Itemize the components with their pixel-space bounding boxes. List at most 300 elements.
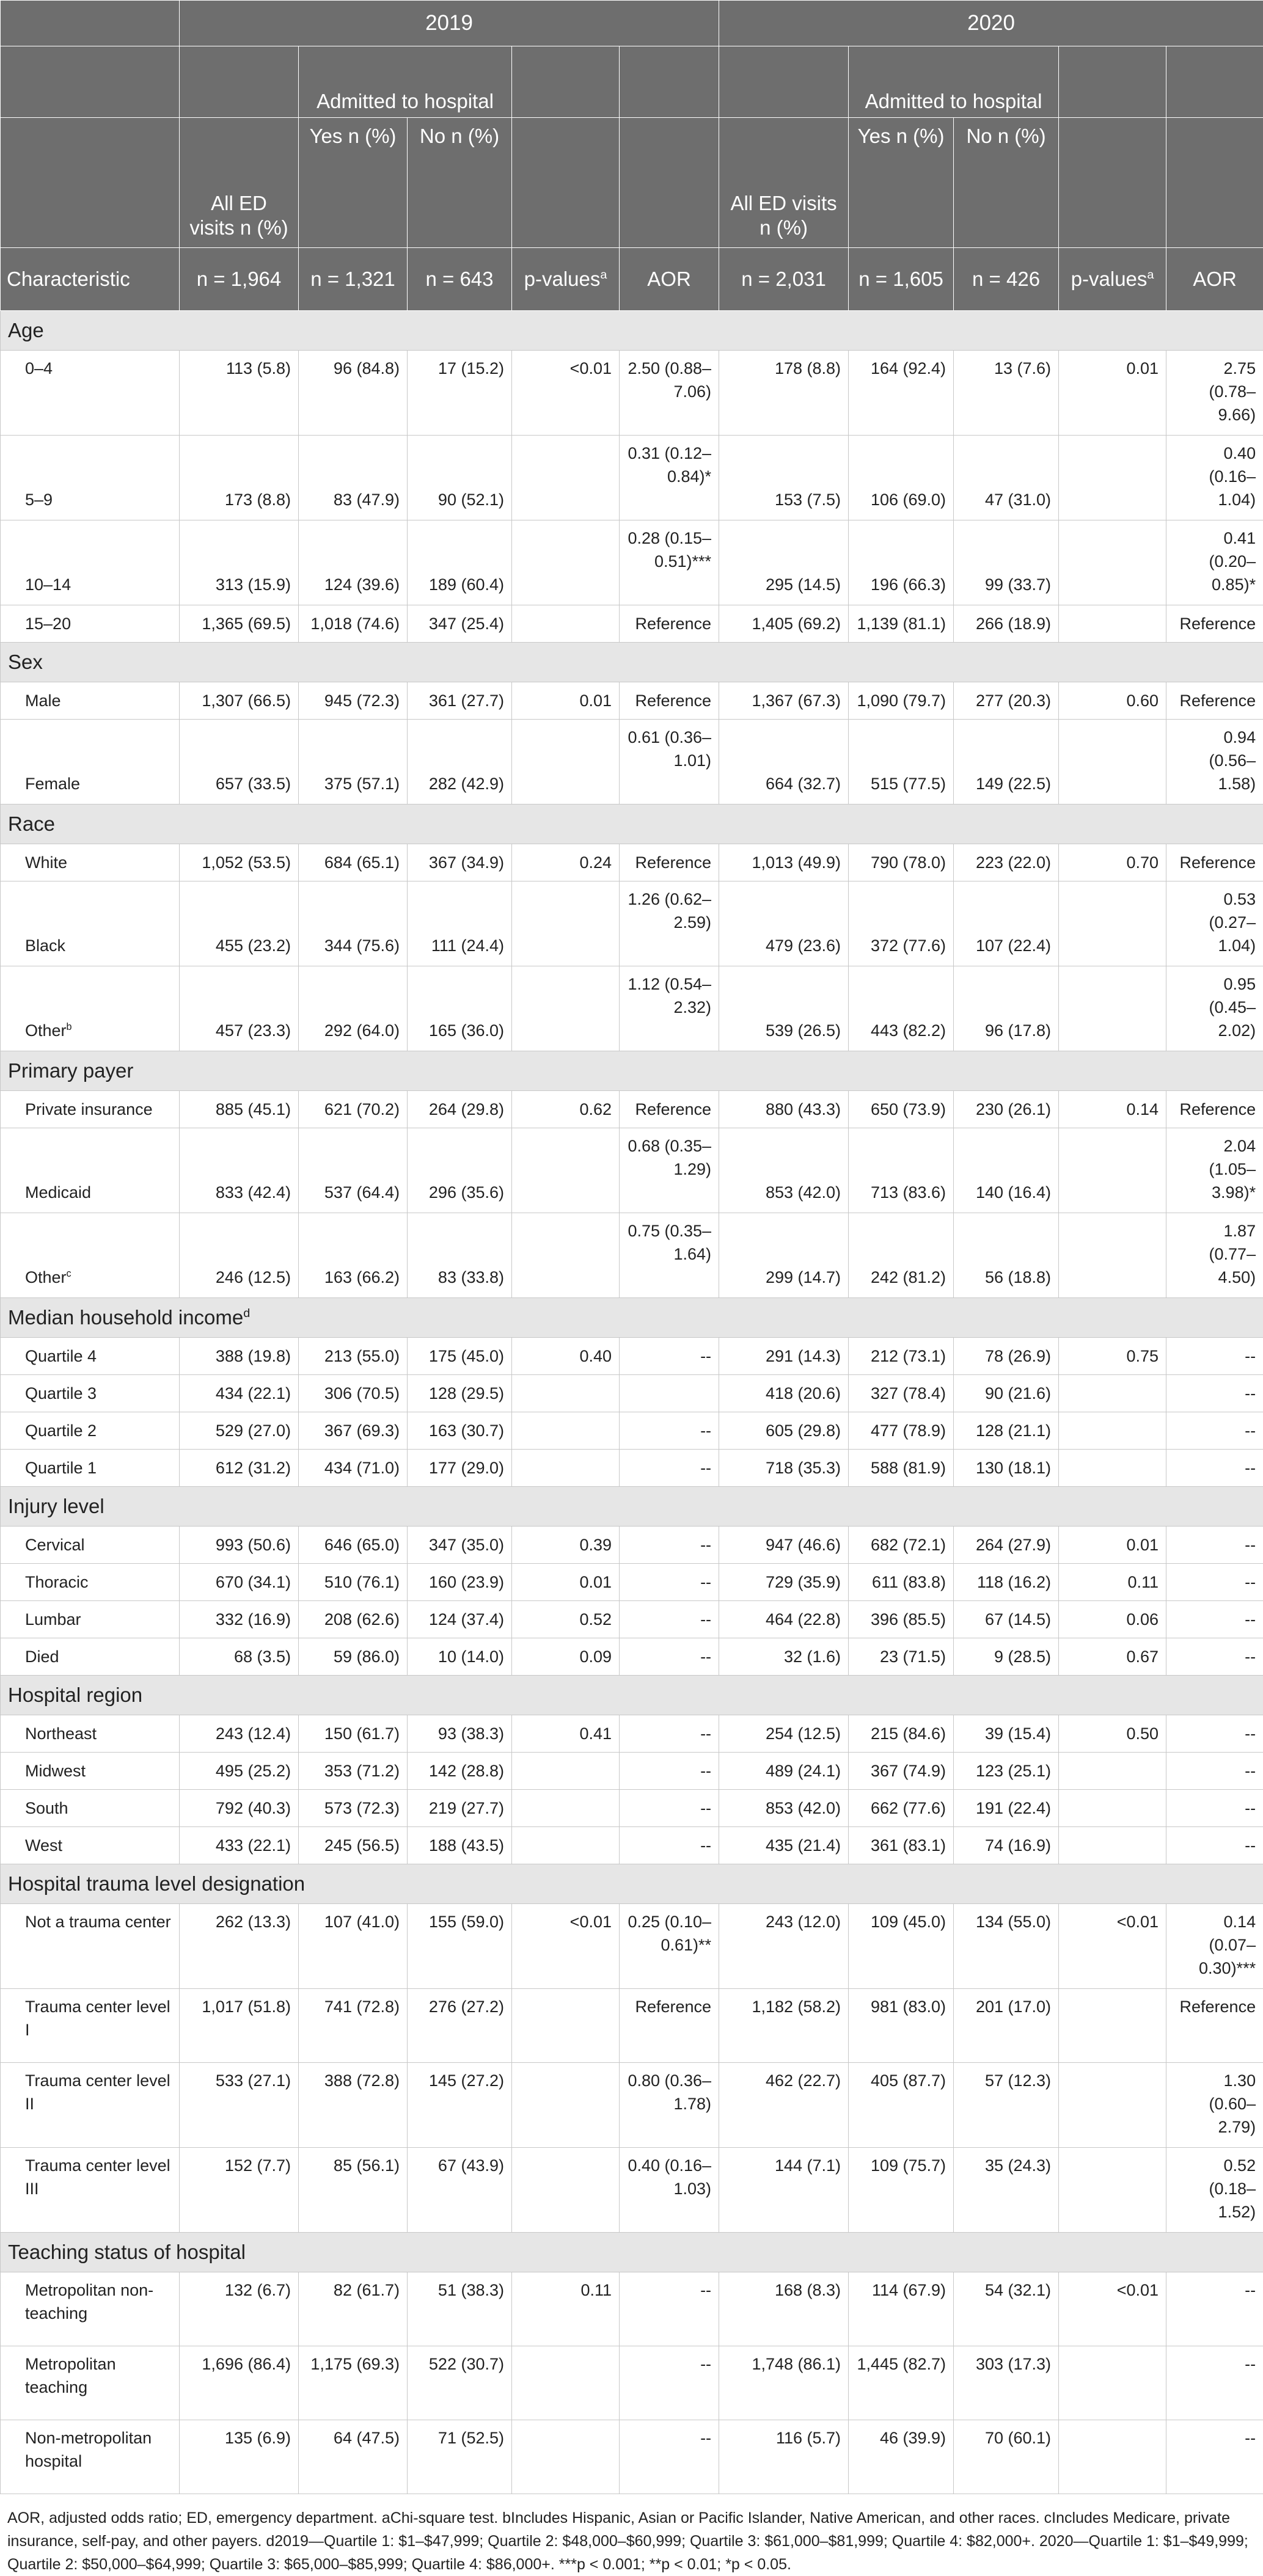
section-row-age [1,311,1263,351]
table-cell: 303 (17.3) [954,2346,1059,2420]
table-cell: 1,017 (51.8) [180,1989,299,2063]
section-title: Hospital region [8,1684,142,1706]
table-row [1,436,1263,520]
table-cell: 163 (30.7) [408,1412,512,1450]
aor-cell: -- [1166,1564,1263,1601]
aor-cell: -- [620,1338,719,1375]
table-cell: 124 (39.6) [299,520,408,605]
aor-cell: Reference [1166,605,1263,643]
table-cell: 375 (57.1) [299,720,408,805]
table-cell: 682 (72.1) [849,1527,954,1564]
table-cell: 670 (34.1) [180,1564,299,1601]
table-cell: 173 (8.8) [180,436,299,520]
table-cell: 71 (52.5) [408,2420,512,2494]
header-blank [1059,118,1166,248]
table-cell: 264 (27.9) [954,1527,1059,1564]
table-cell: 792 (40.3) [180,1790,299,1827]
table-cell: 74 (16.9) [954,1827,1059,1864]
row-label [1,351,180,436]
aor-cell: -- [1166,1827,1263,1864]
table-cell: 327 (78.4) [849,1375,954,1412]
row-label [1,436,180,520]
pvalue-cell: 0.50 [1059,1715,1166,1753]
row-label-text: 5–9 [25,491,53,509]
aor-cell: -- [620,1564,719,1601]
section-title: Age [8,319,44,341]
aor-cell: 0.75 (0.35–1.64) [620,1213,719,1298]
row-label [1,682,180,720]
row-label-text: Cervical [25,1536,85,1554]
row-label-text: Trauma center level I [25,1998,170,2039]
pvalue-cell: 0.52 [512,1601,620,1638]
row-label [1,881,180,966]
aor-cell: 0.80 (0.36–1.78) [620,2063,719,2148]
table-cell: 947 (46.6) [719,1527,849,1564]
table-cell: 299 (14.7) [719,1213,849,1298]
table-cell: 114 (67.9) [849,2272,954,2346]
table-cell: 107 (41.0) [299,1904,408,1989]
row-label [1,1091,180,1128]
table-cell: 1,018 (74.6) [299,605,408,643]
aor-cell: 0.28 (0.15–0.51)*** [620,520,719,605]
no-header-2020: No n (%) [954,118,1059,248]
section-header [1,805,1263,844]
row-label-text: Lumbar [25,1610,81,1629]
aor-cell: Reference [1166,844,1263,881]
row-label-text: Died [25,1647,59,1666]
row-label [1,720,180,805]
aor-cell: -- [620,1715,719,1753]
table-cell: 611 (83.8) [849,1564,954,1601]
row-label-text: Other [25,1021,67,1040]
n-no-2020: n = 426 [954,248,1059,311]
table-cell: 163 (66.2) [299,1213,408,1298]
table-row [1,1128,1263,1213]
aor-cell: -- [620,1790,719,1827]
row-label [1,1338,180,1375]
row-label-text: South [25,1799,68,1817]
aor-cell: 2.04 (1.05–3.98)* [1166,1128,1263,1213]
footnote-marker: d [243,1307,250,1320]
pvalue-cell: <0.01 [512,1904,620,1989]
table-cell: 116 (5.7) [719,2420,849,2494]
table-header [1,1,1263,311]
section-row-trauma [1,1864,1263,1904]
pvalue-cell [1059,2148,1166,2233]
table-cell: 213 (55.0) [299,1338,408,1375]
table-cell: 1,139 (81.1) [849,605,954,643]
table-cell: 292 (64.0) [299,966,408,1051]
table-row [1,2346,1263,2420]
footnote-marker: c [67,1268,71,1279]
pvalue-cell [512,1213,620,1298]
table-cell: 96 (17.8) [954,966,1059,1051]
pvalue-cell [1059,1412,1166,1450]
table-cell: 621 (70.2) [299,1091,408,1128]
pvalue-cell [1059,2063,1166,2148]
table-cell: 1,367 (67.3) [719,682,849,720]
table-cell: 573 (72.3) [299,1790,408,1827]
table-cell: 306 (70.5) [299,1375,408,1412]
row-label-text: Metropolitan non-teaching [25,2281,153,2322]
table-cell: 56 (18.8) [954,1213,1059,1298]
table-cell: 347 (35.0) [408,1527,512,1564]
aor-cell: -- [1166,2420,1263,2494]
table-cell: 347 (25.4) [408,605,512,643]
pvalue-cell: 0.06 [1059,1601,1166,1638]
row-label-text: 0–4 [25,359,53,378]
row-label-text: Quartile 1 [25,1459,97,1477]
aor-header-2019: AOR [620,248,719,311]
aor-cell: Reference [620,605,719,643]
table-cell: 99 (33.7) [954,520,1059,605]
table-row [1,966,1263,1051]
aor-cell: Reference [620,1989,719,2063]
aor-cell: 0.61 (0.36–1.01) [620,720,719,805]
row-label-text: White [25,853,67,872]
table-row [1,844,1263,881]
pvalue-cell [512,1450,620,1487]
table-row [1,1715,1263,1753]
table-cell: 646 (65.0) [299,1527,408,1564]
table-cell: 880 (43.3) [719,1091,849,1128]
aor-cell: 0.14 (0.07–0.30)*** [1166,1904,1263,1989]
table-cell: 361 (83.1) [849,1827,954,1864]
table-cell: 291 (14.3) [719,1338,849,1375]
pvalue-cell: 0.75 [1059,1338,1166,1375]
pvalue-cell [1059,1989,1166,2063]
pvalue-cell: 0.01 [512,682,620,720]
table-cell: 10 (14.0) [408,1638,512,1676]
section-header [1,1676,1263,1715]
pvalue-cell [1059,1790,1166,1827]
pvalues-header-2019: p-values$^a$ [512,248,620,311]
year-2019-header: 2019 [180,1,719,46]
table-cell: 68 (3.5) [180,1638,299,1676]
table-row [1,2063,1263,2148]
table-cell: 46 (39.9) [849,2420,954,2494]
header-blank [719,46,849,118]
row-label-text: Midwest [25,1762,86,1780]
n-yes-2019: n = 1,321 [299,248,408,311]
row-label-text: Quartile 3 [25,1384,97,1403]
table-row [1,2148,1263,2233]
row-label [1,1128,180,1213]
row-label-text: Trauma center level III [25,2156,170,2198]
aor-cell: 0.31 (0.12–0.84)* [620,436,719,520]
table-cell: 1,182 (58.2) [719,1989,849,2063]
table-cell: 246 (12.5) [180,1213,299,1298]
row-label-text: Male [25,691,61,710]
pvalue-cell [1059,2420,1166,2494]
section-row-injury [1,1487,1263,1527]
table-cell: 118 (16.2) [954,1564,1059,1601]
table-cell: 515 (77.5) [849,720,954,805]
section-title: Sex [8,651,43,673]
pvalue-cell [512,1412,620,1450]
table-cell: 17 (15.2) [408,351,512,436]
pvalue-cell [1059,881,1166,966]
table-cell: 1,748 (86.1) [719,2346,849,2420]
aor-cell: 2.50 (0.88–7.06) [620,351,719,436]
table-cell: 135 (6.9) [180,2420,299,2494]
table-cell: 455 (23.2) [180,881,299,966]
table-cell: 605 (29.8) [719,1412,849,1450]
row-label [1,1989,180,2063]
table-cell: 853 (42.0) [719,1128,849,1213]
aor-cell: -- [1166,2346,1263,2420]
aor-cell: -- [620,1412,719,1450]
aor-cell: -- [620,1527,719,1564]
table-row [1,1338,1263,1375]
table-cell: 684 (65.1) [299,844,408,881]
table-cell: 215 (84.6) [849,1715,954,1753]
table-cell: 522 (30.7) [408,2346,512,2420]
aor-cell: -- [620,1638,719,1676]
aor-cell: -- [620,1450,719,1487]
pvalue-cell [1059,1375,1166,1412]
row-label [1,1564,180,1601]
table-cell: 145 (27.2) [408,2063,512,2148]
table-cell: 201 (17.0) [954,1989,1059,2063]
yes-header-2019: Yes n (%) [299,118,408,248]
row-label [1,1450,180,1487]
table-cell: 245 (56.5) [299,1827,408,1864]
table-cell: 434 (22.1) [180,1375,299,1412]
row-label [1,2148,180,2233]
table-cell: 165 (36.0) [408,966,512,1051]
row-label [1,1638,180,1676]
table-cell: 262 (13.3) [180,1904,299,1989]
pvalue-cell [512,2420,620,2494]
table-cell: 35 (24.3) [954,2148,1059,2233]
table-cell: 510 (76.1) [299,1564,408,1601]
table-cell: 254 (12.5) [719,1715,849,1753]
n-no-2019: n = 643 [408,248,512,311]
pvalue-cell: <0.01 [1059,1904,1166,1989]
row-label [1,1790,180,1827]
pvalue-cell [1059,520,1166,605]
row-label [1,1904,180,1989]
table-cell: 276 (27.2) [408,1989,512,2063]
aor-cell: 0.40 (0.16–1.03) [620,2148,719,2233]
aor-cell: -- [620,1601,719,1638]
aor-cell: Reference [1166,1091,1263,1128]
pvalue-cell: 0.14 [1059,1091,1166,1128]
table-cell: 93 (38.3) [408,1715,512,1753]
row-label [1,1715,180,1753]
row-label-text: Non-metropolitan hospital [25,2429,152,2470]
table-cell: 128 (21.1) [954,1412,1059,1450]
header-blank [620,118,719,248]
pvalue-cell [1059,605,1166,643]
table-cell: 529 (27.0) [180,1412,299,1450]
table-row [1,1753,1263,1790]
all-ed-header-2020: All ED visits n (%) [719,118,849,248]
table-cell: 367 (34.9) [408,844,512,881]
row-label-text: Metropolitan teaching [25,2355,116,2396]
table-footnote: AOR, adjusted odds ratio; ED, emergency department. aChi-square test. bIncludes Hispanic, Asian or Pacific Islander, Native American, and other races. cIncludes Medicare, private insurance, self-pay, and other payers. d2019—Quartile 1: $1–$47,999; Quartile 2: $48,000–$60,999; Quartile 3: $61,000–$81,999; Quartile 4: $82,000+. 2020—Quartile 1: $1–$49,999; Quartile 2: $50,000–$64,999; Quartile 3: $65,000–$85,999; Quartile 4: $86,000+. ***p < 0.001; **p < 0.01; *p < 0.05. [0,2494,1261,2576]
pvalue-cell: 0.01 [1059,351,1166,436]
pvalue-cell [1059,1128,1166,1213]
table-row [1,1638,1263,1676]
aor-cell: Reference [1166,682,1263,720]
table-cell: 106 (69.0) [849,436,954,520]
pvalue-cell [512,2346,620,2420]
aor-cell: -- [1166,1412,1263,1450]
aor-cell: Reference [620,1091,719,1128]
table-row [1,1601,1263,1638]
row-label-text: Trauma center level II [25,2071,170,2113]
aor-cell: -- [1166,1638,1263,1676]
aor-cell: Reference [620,682,719,720]
table-cell: 443 (82.2) [849,966,954,1051]
header-blank [180,46,299,118]
table-cell: 1,445 (82.7) [849,2346,954,2420]
table-cell: 123 (25.1) [954,1753,1059,1790]
section-header [1,2233,1263,2272]
table-cell: 405 (87.7) [849,2063,954,2148]
n-yes-2020: n = 1,605 [849,248,954,311]
aor-cell: 0.41 (0.20–0.85)* [1166,520,1263,605]
aor-cell: 2.75 (0.78–9.66) [1166,351,1263,436]
table-cell: 981 (83.0) [849,1989,954,2063]
table-cell: 495 (25.2) [180,1753,299,1790]
table-cell: 612 (31.2) [180,1450,299,1487]
table-cell: 1,175 (69.3) [299,2346,408,2420]
pvalue-cell [512,1790,620,1827]
table-row [1,720,1263,805]
pvalue-cell [512,1128,620,1213]
aor-cell: -- [1166,1601,1263,1638]
row-label [1,2420,180,2494]
table-cell: 713 (83.6) [849,1128,954,1213]
aor-cell: -- [1166,1375,1263,1412]
table-cell: 537 (64.4) [299,1128,408,1213]
table-row [1,1790,1263,1827]
section-row-region [1,1676,1263,1715]
table-cell: 539 (26.5) [719,966,849,1051]
table-cell: 230 (26.1) [954,1091,1059,1128]
table-cell: 90 (52.1) [408,436,512,520]
table-cell: 664 (32.7) [719,720,849,805]
table-cell: 477 (78.9) [849,1412,954,1450]
table-cell: 885 (45.1) [180,1091,299,1128]
table-cell: 144 (7.1) [719,2148,849,2233]
row-label-text: Thoracic [25,1573,89,1591]
aor-cell: 1.87 (0.77–4.50) [1166,1213,1263,1298]
table-row [1,1904,1263,1989]
table-row [1,1989,1263,2063]
aor-cell: Reference [620,844,719,881]
pvalue-cell [512,966,620,1051]
table-row [1,2420,1263,2494]
table-cell: 833 (42.4) [180,1128,299,1213]
pvalue-cell [512,1989,620,2063]
table-cell: 1,696 (86.4) [180,2346,299,2420]
pvalue-cell [512,436,620,520]
table-cell: 140 (16.4) [954,1128,1059,1213]
aor-cell: 1.12 (0.54–2.32) [620,966,719,1051]
row-label [1,1601,180,1638]
aor-cell: -- [1166,1338,1263,1375]
row-label-text: Other [25,1268,67,1286]
row-label [1,2272,180,2346]
row-label-text: 15–20 [25,615,71,633]
row-label-text: Private insurance [25,1100,153,1118]
table-cell: 741 (72.8) [299,1989,408,2063]
table-cell: 67 (14.5) [954,1601,1059,1638]
table-cell: 353 (71.2) [299,1753,408,1790]
table-cell: 1,013 (49.9) [719,844,849,881]
table-cell: 332 (16.9) [180,1601,299,1638]
pvalue-cell [512,605,620,643]
table-cell: 85 (56.1) [299,2148,408,2233]
aor-cell: 1.26 (0.62–2.59) [620,881,719,966]
table-cell: 39 (15.4) [954,1715,1059,1753]
table-cell: 168 (8.3) [719,2272,849,2346]
table-cell: 243 (12.4) [180,1715,299,1753]
section-header [1,643,1263,682]
header-blank [620,46,719,118]
aor-header-2020: AOR [1166,248,1263,311]
pvalue-cell [1059,1213,1166,1298]
table-cell: 191 (22.4) [954,1790,1059,1827]
table-cell: 51 (38.3) [408,2272,512,2346]
aor-cell: 0.95 (0.45–2.02) [1166,966,1263,1051]
table-cell: 142 (28.8) [408,1753,512,1790]
row-label [1,2063,180,2148]
table-row [1,1827,1263,1864]
table-cell: 296 (35.6) [408,1128,512,1213]
table-cell: 189 (60.4) [408,520,512,605]
table-cell: 109 (45.0) [849,1904,954,1989]
row-label [1,1412,180,1450]
table-row [1,682,1263,720]
table-cell: 153 (7.5) [719,436,849,520]
table-cell: 160 (23.9) [408,1564,512,1601]
aor-cell: -- [620,2420,719,2494]
header-blank [1,118,180,248]
table-row [1,605,1263,643]
section-row-sex [1,643,1263,682]
pvalue-cell [512,1375,620,1412]
pvalue-cell [1059,1827,1166,1864]
table-cell: 650 (73.9) [849,1091,954,1128]
pvalue-cell [1059,1753,1166,1790]
table-row [1,1412,1263,1450]
table-cell: 266 (18.9) [954,605,1059,643]
table-cell: 718 (35.3) [719,1450,849,1487]
table-cell: 208 (62.6) [299,1601,408,1638]
row-label [1,605,180,643]
table-cell: 533 (27.1) [180,2063,299,2148]
table-cell: 457 (23.3) [180,966,299,1051]
table-cell: 59 (86.0) [299,1638,408,1676]
section-header [1,1051,1263,1091]
table-row [1,2272,1263,2346]
pvalue-cell: 0.62 [512,1091,620,1128]
header-blank [1166,46,1263,118]
header-blank [1166,118,1263,248]
table-cell: 264 (29.8) [408,1091,512,1128]
section-title: Injury level [8,1495,104,1517]
aor-cell [620,1375,719,1412]
pvalue-cell [512,1753,620,1790]
admitted-header-2019: Admitted to hospital [299,46,512,118]
pvalue-cell [1059,966,1166,1051]
table-cell: 155 (59.0) [408,1904,512,1989]
